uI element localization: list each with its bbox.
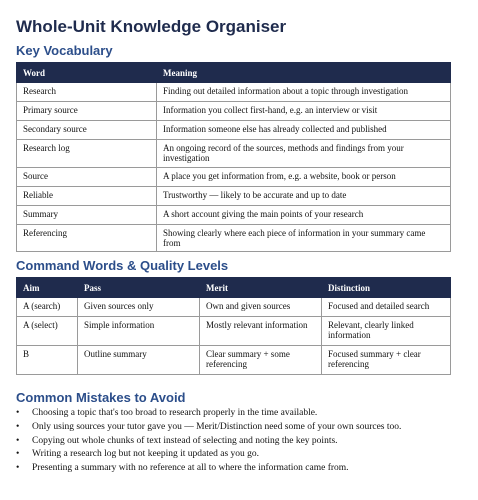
table-row xyxy=(17,168,451,187)
vocab-word: Primary source xyxy=(17,102,157,121)
vocab-header-word: Word xyxy=(17,63,157,83)
vocab-header-row xyxy=(17,63,451,83)
table-row xyxy=(17,83,451,102)
list-item xyxy=(16,421,456,435)
list-item-text: Only using sources your tutor gave you — Merit/Distinction need some of your own sources too. xyxy=(32,421,402,432)
table-row xyxy=(17,140,451,168)
table-row xyxy=(17,121,451,140)
vocab-meaning: Information you collect first-hand, e.g. an interview or visit xyxy=(157,102,451,121)
table-row xyxy=(17,317,451,346)
vocab-word: Source xyxy=(17,168,157,187)
list-item xyxy=(16,435,456,449)
bullet-marker: • xyxy=(16,408,20,418)
command-table xyxy=(16,277,451,375)
command-header-aim: Aim xyxy=(17,278,78,298)
command-merit: Mostly relevant information xyxy=(200,317,322,346)
vocab-word: Research log xyxy=(17,140,157,168)
table-row xyxy=(17,225,451,252)
command-header-row xyxy=(17,278,451,298)
command-header-pass: Pass xyxy=(78,278,200,298)
command-merit: Own and given sources xyxy=(200,298,322,317)
vocab-meaning: A short account giving the main points of your research xyxy=(157,206,451,225)
vocab-word: Reliable xyxy=(17,187,157,206)
table-row xyxy=(17,187,451,206)
command-header-distinction: Distinction xyxy=(322,278,451,298)
command-aim: B xyxy=(17,346,78,375)
vocab-table xyxy=(16,62,451,252)
vocab-word: Referencing xyxy=(17,225,157,252)
command-header-merit: Merit xyxy=(200,278,322,298)
list-item-text: Choosing a topic that's too broad to research properly in the time available. xyxy=(32,408,318,418)
list-item xyxy=(16,407,456,421)
list-item xyxy=(16,462,456,476)
command-distinction: Relevant, clearly linked information xyxy=(322,317,451,346)
command-heading: Command Words & Quality Levels xyxy=(16,258,229,273)
command-distinction: Focused and detailed search xyxy=(322,298,451,317)
vocab-word: Research xyxy=(17,83,157,102)
vocab-word: Summary xyxy=(17,206,157,225)
vocab-meaning: A place you get information from, e.g. a website, book or person xyxy=(157,168,451,187)
vocab-meaning: An ongoing record of the sources, methods and findings from your investigation xyxy=(157,140,451,168)
list-item xyxy=(16,448,456,462)
command-merit: Clear summary + some referencing xyxy=(200,346,322,375)
mistakes-heading: Common Mistakes to Avoid xyxy=(16,390,186,405)
vocab-word: Secondary source xyxy=(17,121,157,140)
table-row xyxy=(17,298,451,317)
bullet-marker: • xyxy=(16,463,20,474)
command-pass: Given sources only xyxy=(78,298,200,317)
command-pass: Simple information xyxy=(78,317,200,346)
bullet-marker: • xyxy=(16,421,20,432)
list-item-text: Copying out whole chunks of text instead of selecting and noting the key points. xyxy=(32,435,338,446)
vocab-meaning: Finding out detailed information about a topic through investigation xyxy=(157,83,451,102)
list-item-text: Presenting a summary with no reference at all to where the information came from. xyxy=(32,463,349,474)
bullet-marker: • xyxy=(16,435,20,446)
list-item-text: Writing a research log but not keeping it updated as you go. xyxy=(32,449,260,460)
table-row xyxy=(17,206,451,225)
command-aim: A (search) xyxy=(17,298,78,317)
command-pass: Outline summary xyxy=(78,346,200,375)
vocab-heading: Key Vocabulary xyxy=(16,43,113,58)
table-row xyxy=(17,346,451,375)
command-aim: A (select) xyxy=(17,317,78,346)
vocab-meaning: Showing clearly where each piece of information in your summary came from xyxy=(157,225,451,252)
bullet-marker: • xyxy=(16,449,20,460)
mistakes-list xyxy=(16,407,456,476)
vocab-meaning: Information someone else has already collected and published xyxy=(157,121,451,140)
table-row xyxy=(17,102,451,121)
vocab-meaning: Trustworthy — likely to be accurate and up to date xyxy=(157,187,451,206)
page-title: Whole-Unit Knowledge Organiser xyxy=(16,17,287,36)
vocab-header-meaning: Meaning xyxy=(157,63,451,83)
command-distinction: Focused summary + clear referencing xyxy=(322,346,451,375)
